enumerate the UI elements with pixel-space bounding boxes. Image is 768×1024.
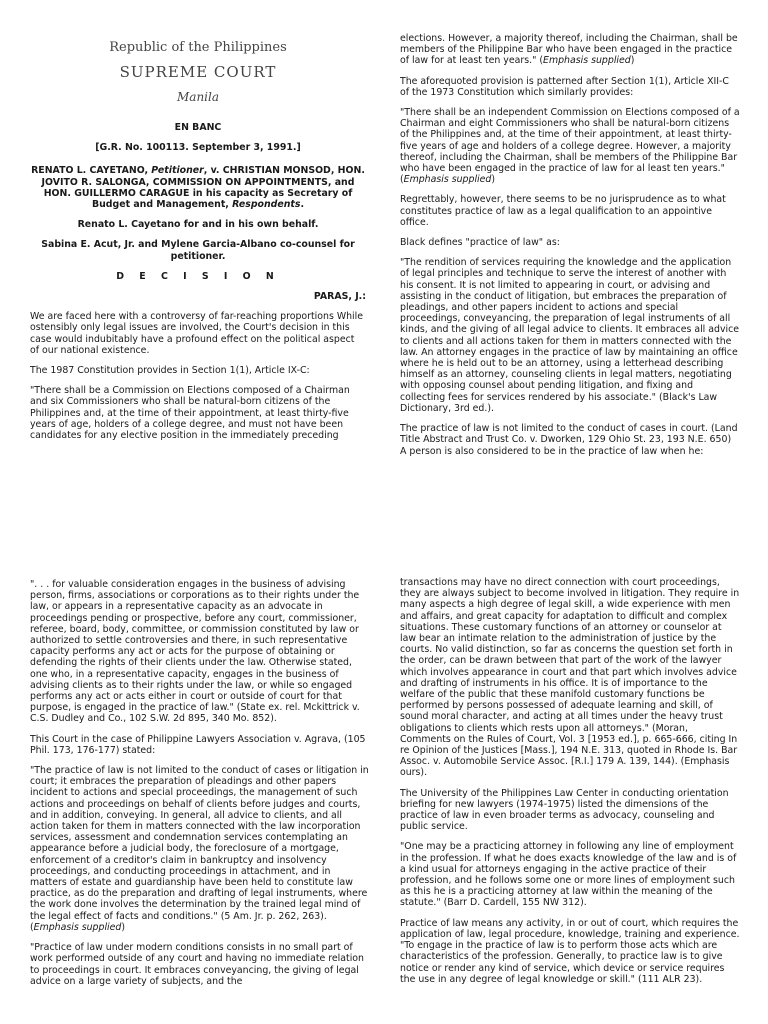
decision-heading: D E C I S I O N: [116, 270, 280, 282]
ponente: PARAS, J.:: [313, 291, 366, 303]
paragraph: [400, 33, 740, 67]
paragraph: The University of the Philippines Law Center in conducting orientation briefing for new lawyers (1974-1975) listed the dimensions of the practice of law in even broader terms as advocacy, counseling and public service.: [400, 787, 729, 833]
paragraph-text: ): [630, 55, 635, 67]
division-label: EN BANC: [174, 122, 222, 133]
counsel-co: Sabina E. Acut, Jr. and Mylene Garcia-Albano co-counsel for petitioner.: [41, 239, 355, 262]
case-number: [G.R. No. 100113. September 3, 1991.]: [95, 142, 301, 154]
paragraph-text: "The practice of law is not limited to the conduct of cases or litigation in court; it embraces the preparation of pleadings and other papers incident to actions and special proceedings, the management of such actions and proceedings on behalf of clients before judges and courts, and in addition, conveying. In general, all advice to clients, and all action taken for them in matters connected with the law incorporation services, assessment and condemnation services contemplating an appearance before a judicial body, the foreclosure of a mortgage, enforcement of a creditor's claim in bankruptcy and insolvency proceedings, and conducting proceedings in attachment, and in matters of estate and guardianship have been held to constitute law practice, as do the preparation and drafting of legal instruments, where the work done involves the determination by the trained legal mind of the legal effect of facts and conditions." (5 Am. Jr. p. 262, 263). (: [30, 765, 369, 933]
column-bottom-right: [400, 577, 740, 1024]
caption-respondents-role: Respondents: [232, 199, 301, 211]
paragraph: "There shall be a Commission on Elections composed of a Chairman and six Commissioners who shall be natural-born citizens of the Philippines and, at the time of their appointment, at least thirty-five years of age, holders of a college degree, and must not have been candidates for any elective position in the immediately preceding: [30, 385, 350, 442]
paragraph: "One may be a practicing attorney in following any line of employment in the profession. If what he does exacts knowledge of the law and is of a kind usual for attorneys engaging in the active practice of their profession, and he follows some one or more lines of employment such as this he is a practicing attorney at law within the meaning of the statute." (Barr D. Cardell, 155 NW 312).: [400, 841, 737, 909]
paragraph: [30, 765, 370, 933]
paragraph-text: "There shall be an independent Commission on Elections composed of a Chairman and eight Commissioners who shall be natural-born citizens of the Philippines and, at the time of their appointment, at least thirty-five years of age and holders of a college degree. However, a majority thereof, including the Chairman, shall be members of the Philippine Bar who have been engaged in the practice of law for al least ten years." (: [400, 107, 740, 186]
caption-respondents-names: , v. CHRISTIAN MONSOD, HON. JOVITO R. SALONGA, COMMISSION ON APPOINTMENTS, and HON. GUILLERMO CARAGUE in his capacity as Secretary of Budget and Management,: [41, 165, 365, 211]
emphasis-note: Emphasis supplied: [403, 174, 492, 186]
paragraph-text: elections. However, a majority thereof, including the Chairman, shall be members of the Philippine Bar who have been engaged in the practice of law for at least ten years." (: [400, 33, 738, 67]
paragraph: This Court in the case of Philippine Lawyers Association v. Agrava, (105 Phil. 173, 176-177) stated:: [30, 733, 366, 756]
paragraph-text: ): [121, 921, 126, 933]
paragraph: Regrettably, however, there seems to be no jurisprudence as to what constitutes practice of law as a legal qualification to an appointive office.: [400, 194, 726, 228]
column-top-left: [30, 40, 366, 516]
emphasis-note: Emphasis supplied: [33, 921, 122, 933]
column-bottom-left: [30, 579, 370, 1024]
paragraph-text: ): [491, 174, 496, 186]
paragraph: The 1987 Constitution provides in Section 1(1), Article IX-C:: [30, 365, 310, 377]
paragraph: The aforequoted provision is patterned after Section 1(1), Article XII-C of the 1973 Constitution which similarly provides:: [400, 75, 729, 98]
column-top-right: [400, 33, 740, 517]
caption-petitioner-name: RENATO L. CAYETANO,: [31, 165, 152, 177]
case-caption: [30, 165, 366, 210]
caption-end: .: [300, 199, 305, 211]
paragraph: "The rendition of services requiring the knowledge and the application of legal principles and technique to serve the interest of another with his consent. It is not limited to appearing in court, or advising and assisting in the conduct of litigation, but embraces the preparation of pleadings, and other papers incident to actions and special proceedings, conveyancing, the preparation of legal instruments of all kinds, and the giving of all legal advice to clients. It embraces all advice to clients and all actions taken for them in matters connected with the law. An attorney engages in the practice of law by maintaining an office where he is held out to be an attorney, using a letterhead describing himself as an attorney, counseling clients in legal matters, negotiating with opposing counsel about pending litigation, and fixing and collecting fees for services rendered by his associate." (Black's Law Dictionary, 3rd ed.).: [400, 257, 740, 414]
paragraph: Black defines "practice of law" as:: [400, 237, 560, 249]
paragraph: Practice of law means any activity, in or out of court, which requires the application of law, legal procedure, knowledge, training and experience. "To engage in the practice of law is to perform those acts which are characteristics of the profession. Generally, to practice law is to give notice or render any kind of service, which device or service requires the use in any degree of legal knowledge or skill." (111 ALR 23).: [400, 917, 740, 985]
header-republic: Republic of the Philippines: [109, 40, 287, 55]
paragraph: We are faced here with a controversy of far-reaching proportions While ostensibly only legal issues are involved, the Court's decision in this case would indubitably have a profound effect on the political aspect of our national existence.: [30, 311, 364, 356]
paragraph: transactions may have no direct connection with court proceedings, they are always subject to become involved in litigation. They require in many aspects a high degree of legal skill, a wide experience with men and affairs, and great capacity for adaptation to difficult and complex situations. These customary functions of an attorney or counselor at law bear an intimate relation to the administration of justice by the courts. No valid distinction, so far as concerns the question set forth in the order, can be drawn between that part of the work of the lawyer which involves appearance in court and that part which involves advice and drafting of instruments in his office. It is of importance to the welfare of the public that these manifold customary functions be performed by persons possessed of adequate learning and skill, of sound moral character, and acting at all times under the heavy trust obligations to clients which rests upon all attorneys." (Moran, Comments on the Rules of Court, Vol. 3 [1953 ed.], p. 665-666, citing In re Opinion of the Justices [Mass.], 194 N.E. 313, quoted in Rhode Is. Bar Assoc. v. Automobile Service Assoc. [R.I.] 179 A. 139, 144). (Emphasis ours).: [400, 577, 740, 779]
header-supreme-court: SUPREME COURT: [119, 63, 277, 81]
paragraph: "Practice of law under modern conditions consists in no small part of work performed outside of any court and having no immediate relation to proceedings in court. It embraces conveyancing, the giving of legal advice on a large variety of subjects, and the: [30, 942, 364, 987]
header-manila: Manila: [177, 90, 219, 104]
court-header: [30, 40, 366, 105]
paragraph: ". . . for valuable consideration engages in the business of advising person, firms, associations or corporations as to their rights under the law, or appears in a representative capacity as an advocate in proceedings pending or prospective, before any court, commissioner, referee, board, body, committee, or commission constituted by law or authorized to settle controversies and there, in such representative capacity performs any act or acts for the purpose of obtaining or defending the rights of their clients under the law. Otherwise stated, one who, in a representative capacity, engages in the business of advising clients as to their rights under the law, or while so engaged performs any act or acts either in court or outside of court for that purpose, is engaged in the practice of law." (State ex. rel. Mckittrick v. C.S. Dudley and Co., 102 S.W. 2d 895, 340 Mo. 852).: [30, 579, 360, 725]
caption-petitioner-role: Petitioner: [151, 165, 204, 177]
paragraph: The practice of law is not limited to the conduct of cases in court. (Land Title Abstract and Trust Co. v. Dworken, 129 Ohio St. 23, 193 N.E. 650) A person is also considered to be in the practice of law when he:: [400, 423, 738, 457]
paragraph: [400, 107, 740, 185]
counsel-petitioner: Renato L. Cayetano for and in his own behalf.: [77, 219, 319, 231]
emphasis-note: Emphasis supplied: [543, 55, 631, 67]
